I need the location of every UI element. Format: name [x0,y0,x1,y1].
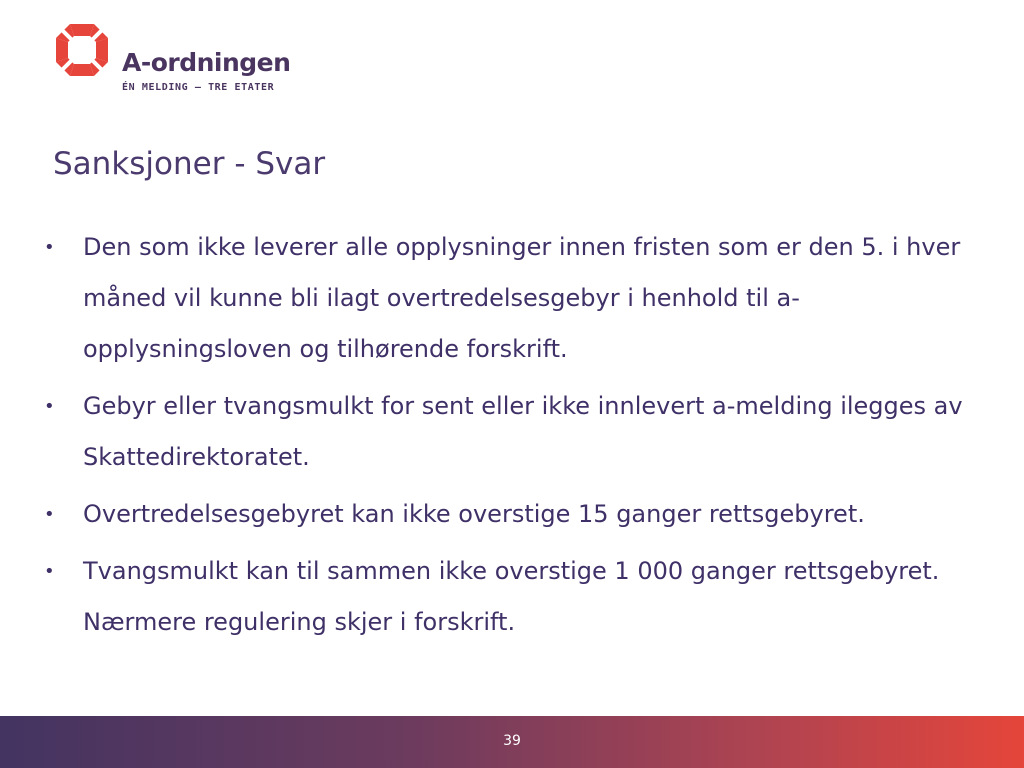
bullet-text: Den som ikke leverer alle opplysninger innen fristen som er den 5. i hver måned vil kunne bli ilagt overtredelsesgebyr i henhold til a-opplysningsloven og tilhørende forskrift. [83,233,961,363]
bullet-item [44,222,974,375]
a-ordningen-logo [50,18,290,98]
bullet-list [44,222,974,654]
bullet-text: Gebyr eller tvangsmulkt for sent eller ikke innlevert a-melding ilegges av Skattedirektoratet. [83,392,963,471]
bullet-text: Overtredelsesgebyret kan ikke overstige 15 ganger rettsgebyret. [83,500,865,528]
bullet-item [44,546,974,648]
logo-ring-icon [50,18,114,82]
bullet-dot-icon: • [44,504,55,525]
bullet-dot-icon: • [44,396,55,417]
bullet-item [44,381,974,483]
bullet-dot-icon: • [44,237,55,258]
bullet-text: Tvangsmulkt kan til sammen ikke overstige 1 000 ganger rettsgebyret. Nærmere regulering skjer i forskrift. [83,557,940,636]
bullet-item [44,489,974,540]
bullet-dot-icon: • [44,561,55,582]
footer-bar [0,716,1024,768]
slide-title: Sanksjoner - Svar [53,146,326,182]
logo-tagline: ÉN MELDING – TRE ETATER [122,82,275,93]
page-number: 39 [503,733,521,749]
logo-name: A-ordningen [122,48,291,77]
